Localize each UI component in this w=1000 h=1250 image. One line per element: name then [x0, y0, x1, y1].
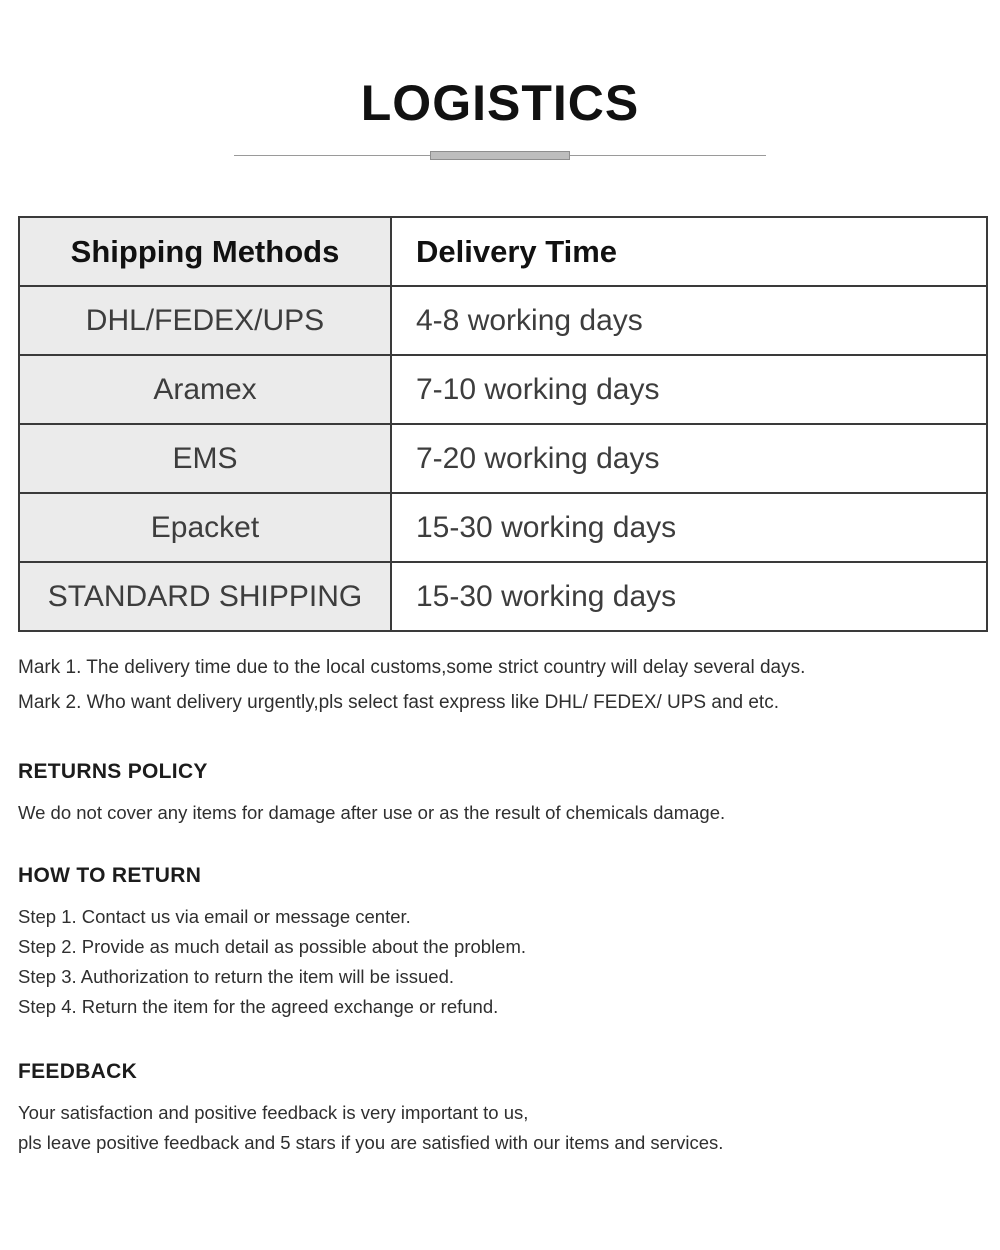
table-row [19, 355, 987, 424]
return-step-1: Step 1. Contact us via email or message center. [18, 906, 411, 927]
note-mark-2: Mark 2. Who want delivery urgently,pls select fast express like DHL/ FEDEX/ UPS and etc. [18, 692, 779, 713]
delivery-time-cell: 7-10 working days [391, 355, 987, 424]
table-row [19, 562, 987, 631]
shipping-method-cell: Aramex [19, 355, 391, 424]
feedback-section [18, 1060, 1000, 1158]
delivery-time-cell: 7-20 working days [391, 424, 987, 493]
returns-policy-heading: RETURNS POLICY [18, 760, 208, 783]
returns-policy-section [18, 760, 1000, 828]
feedback-text-line-2: pls leave positive feedback and 5 stars if you are satisfied with our items and services. [18, 1132, 724, 1153]
note-mark-1: Mark 1. The delivery time due to the local customs,some strict country will delay several days. [18, 657, 806, 678]
shipping-method-cell: Epacket [19, 493, 391, 562]
shipping-methods-column-header: Shipping Methods [19, 217, 391, 286]
shipping-method-cell: STANDARD SHIPPING [19, 562, 391, 631]
shipping-method-cell: EMS [19, 424, 391, 493]
return-step-3: Step 3. Authorization to return the item will be issued. [18, 966, 455, 987]
feedback-text-line-1: Your satisfaction and positive feedback is very important to us, [18, 1102, 529, 1123]
page-title: LOGISTICS [360, 75, 640, 131]
delivery-notes [18, 650, 1000, 720]
feedback-heading: FEEDBACK [18, 1060, 138, 1083]
delivery-time-cell: 4-8 working days [391, 286, 987, 355]
return-step-2: Step 2. Provide as much detail as possible about the problem. [18, 936, 527, 957]
how-to-return-heading: HOW TO RETURN [18, 864, 202, 887]
title-divider [234, 151, 766, 160]
table-row [19, 286, 987, 355]
return-step-4: Step 4. Return the item for the agreed exchange or refund. [18, 996, 499, 1017]
table-header-row [19, 217, 987, 286]
returns-policy-text: We do not cover any items for damage after use or as the result of chemicals damage. [18, 802, 726, 823]
divider-accent-bar [430, 151, 570, 160]
table-row [19, 493, 987, 562]
shipping-method-cell: DHL/FEDEX/UPS [19, 286, 391, 355]
table-row [19, 424, 987, 493]
delivery-time-cell: 15-30 working days [391, 493, 987, 562]
shipping-methods-table [18, 216, 988, 632]
delivery-time-cell: 15-30 working days [391, 562, 987, 631]
how-to-return-section [18, 864, 1000, 1022]
delivery-time-column-header: Delivery Time [391, 217, 987, 286]
